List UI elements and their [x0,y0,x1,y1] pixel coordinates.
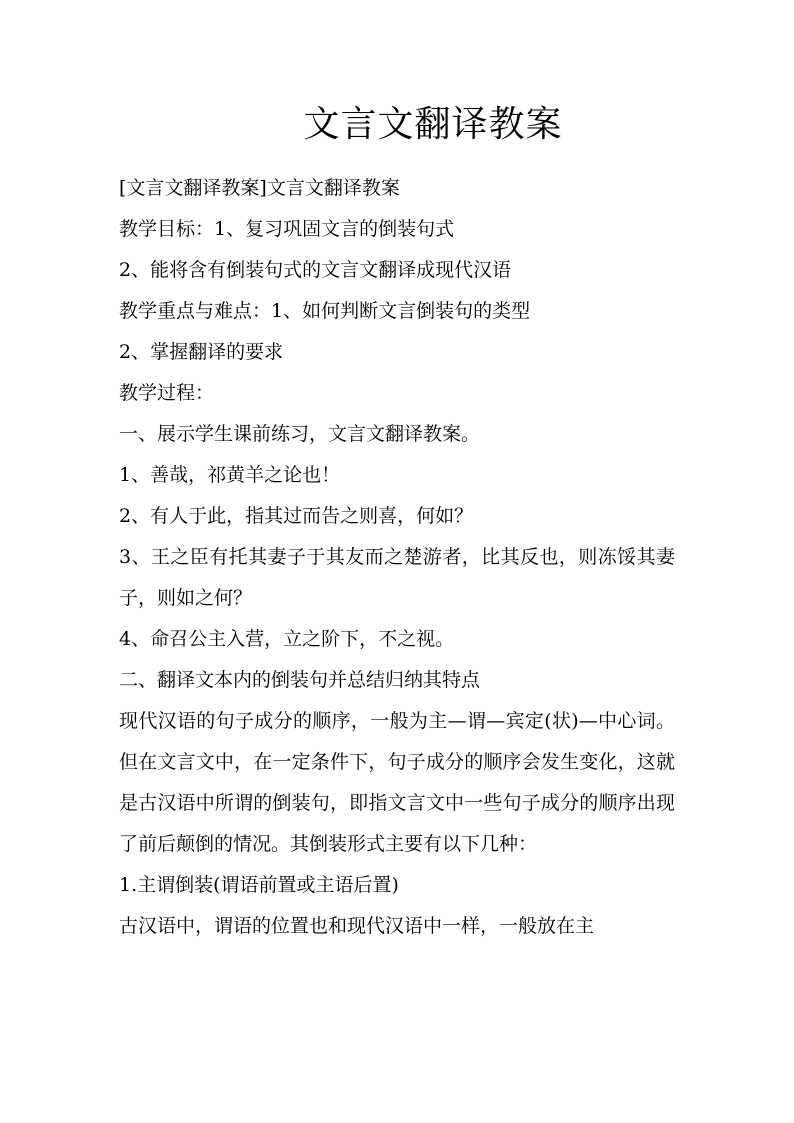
page-title: 文言文翻译教案 [303,104,563,145]
text-line: 教学目标：1、复习巩固文言的倒装句式 [119,218,455,240]
text-line: 2、掌握翻译的要求 [119,341,284,363]
text-line: 4、命召公主入营，立之阶下，不之视。 [119,628,455,650]
text-paragraph: 3、王之臣有托其妻子于其友而之楚游者，比其反也，则冻馁其妻子，则如之何？ [119,546,675,609]
text-line: 一、展示学生课前练习，文言文翻译教案。 [119,423,481,445]
text-paragraph: 现代汉语的句子成分的顺序，一般为主—谓—宾定(状)—中心词。但在文言文中，在一定条件下，句子成分的顺序会发生变化，这就是古汉语中所谓的倒装句，即指文言文中一些句子成分的顺序出现了前后颠倒的情况。其倒装形式主要有以下几种： [119,710,675,855]
text-line: 二、翻译文本内的倒装句并总结归纳其特点 [119,669,481,691]
document-body [119,168,675,947]
section-heading: 1.主谓倒装(谓语前置或主语后置) [119,874,399,896]
text-line: 2、有人于此，指其过而告之则喜，何如？ [119,505,474,527]
text-line: 教学过程： [119,382,215,404]
text-line: [文言文翻译教案]文言文翻译教案 [119,177,400,199]
text-line: 2、能将含有倒装句式的文言文翻译成现代汉语 [119,259,512,281]
text-line: 教学重点与难点：1、如何判断文言倒装句的类型 [119,300,531,322]
text-line: 古汉语中，谓语的位置也和现代汉语中一样，一般放在主 [119,915,595,937]
text-line: 1、善哉，祁黄羊之论也！ [119,464,341,486]
